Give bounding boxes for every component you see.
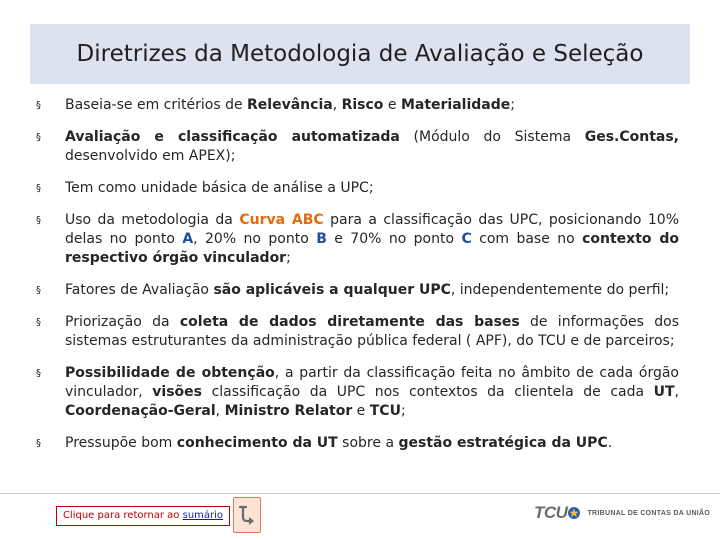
summary-link[interactable]: sumário — [182, 510, 224, 521]
bullet-marker: § — [36, 285, 41, 296]
bullet-text: Pressupõe bom conhecimento da UT sobre a gestão estratégica da UPC. — [65, 435, 613, 451]
bullet-text: Uso da metodologia da Curva ABC para a classificação das UPC, posicionando 10% delas no ponto A, 20% no ponto B e 70% no ponto C com base no contexto do respectivo órgão vinculador; — [65, 212, 680, 266]
bullet-list — [36, 96, 679, 466]
bullet-text: Possibilidade de obtenção, a partir da classificação feita no âmbito de cada órgão vinculador, visões classificação da UPC nos contextos da clientela de cada UT, Coordenação-Geral, Ministro Relator e TCU; — [65, 365, 679, 419]
bullet-marker: § — [36, 317, 41, 328]
bullet-item — [36, 281, 679, 300]
bullet-marker: § — [36, 183, 41, 194]
bullet-text: Tem como unidade básica de análise a UPC; — [65, 180, 374, 196]
slide-title: Diretrizes da Metodologia de Avaliação e Seleção — [76, 41, 644, 67]
tcu-logo-letters: TCU — [534, 503, 568, 522]
bullet-item — [36, 96, 679, 115]
bullet-item — [36, 313, 679, 351]
footer-divider — [0, 493, 720, 494]
tcu-star-icon — [567, 506, 581, 520]
bullet-text: Baseia-se em critérios de Relevância, Risco e Materialidade; — [65, 97, 515, 113]
bullet-item — [36, 364, 679, 421]
tcu-logo — [534, 500, 711, 526]
bullet-text: Avaliação e classificação automatizada (Módulo do Sistema Ges.Contas, desenvolvido em APEX); — [65, 129, 679, 164]
bullet-marker: § — [36, 100, 41, 111]
tcu-logo-mark — [534, 503, 581, 523]
bullet-text: Priorização da coleta de dados diretamente das bases de informações dos sistemas estruturantes da administração pública federal ( APF), do TCU e de parceiros; — [65, 314, 679, 349]
tcu-logo-text: TRIBUNAL DE CONTAS DA UNIÃO — [587, 509, 711, 517]
bullet-text: Fatores de Avaliação são aplicáveis a qualquer UPC, independentemente do perfil; — [65, 282, 670, 298]
bullet-marker: § — [36, 132, 41, 143]
return-arrow-icon — [237, 504, 257, 526]
bullet-item — [36, 434, 679, 453]
return-label: Clique para retornar ao — [62, 510, 183, 521]
bullet-item — [36, 211, 679, 268]
bullet-marker: § — [36, 438, 41, 449]
bullet-marker: § — [36, 368, 41, 379]
return-to-summary-box[interactable] — [56, 506, 230, 526]
return-button[interactable] — [233, 497, 261, 533]
title-bar — [30, 24, 690, 84]
bullet-marker: § — [36, 215, 41, 226]
bullet-item — [36, 128, 679, 166]
bullet-item — [36, 179, 679, 198]
